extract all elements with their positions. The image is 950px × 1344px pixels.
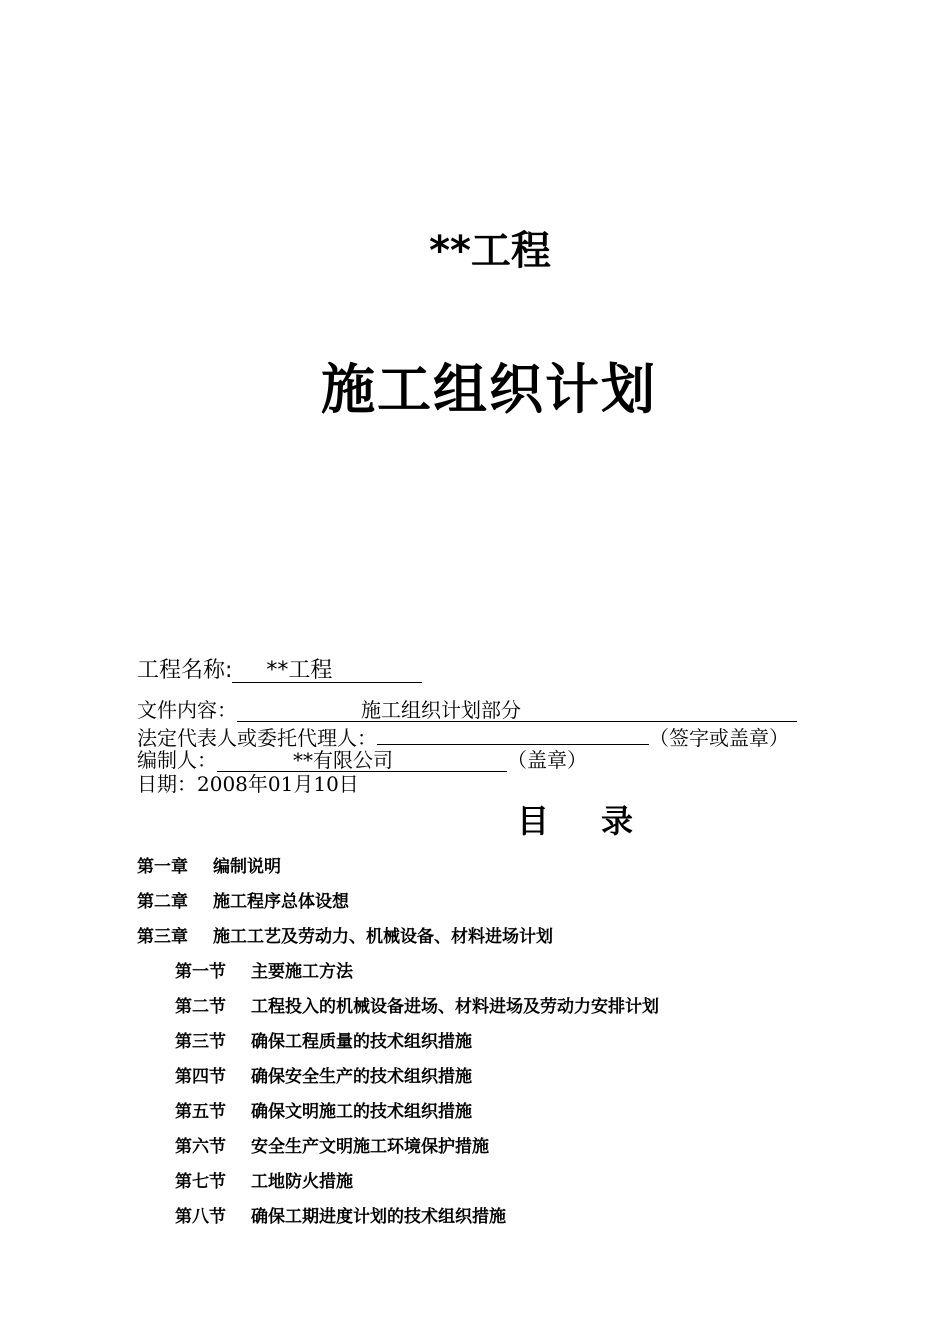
- toc-item-number: 第一节: [175, 962, 226, 982]
- toc-chapter-2[interactable]: [137, 887, 897, 922]
- toc-section-3[interactable]: [137, 1027, 897, 1062]
- content-label: 文件内容：: [137, 698, 237, 722]
- toc-item-text: 施工程序总体设想: [213, 892, 349, 912]
- toc-title-left: 目: [516, 802, 549, 840]
- toc-section-5[interactable]: [137, 1097, 897, 1132]
- project-name-value: **工程: [232, 660, 422, 683]
- toc-section-4[interactable]: [137, 1062, 897, 1097]
- toc-item-number: 第三节: [175, 1032, 226, 1052]
- date-value: 2008年01月10日: [197, 772, 359, 796]
- toc-section-1[interactable]: [137, 957, 897, 992]
- toc-item-text: 确保工期进度计划的技术组织措施: [251, 1207, 506, 1227]
- content-value: 施工组织计划部分: [237, 699, 797, 722]
- project-name-label: 工程名称:: [137, 658, 233, 683]
- toc-title-right: 录: [601, 802, 634, 840]
- representative-signature-blank: [377, 722, 649, 745]
- toc-item-text: 工地防火措施: [251, 1172, 353, 1192]
- toc-item-number: 第五节: [175, 1102, 226, 1122]
- editor-label: 编制人：: [137, 748, 217, 772]
- project-name-line: [137, 657, 422, 685]
- toc-item-text: 确保文明施工的技术组织措施: [251, 1102, 472, 1122]
- toc-section-2[interactable]: [137, 992, 897, 1027]
- editor-line: [137, 747, 587, 773]
- toc-item-number: 第二节: [175, 997, 226, 1017]
- toc-section-8[interactable]: [137, 1202, 897, 1237]
- representative-label: 法定代表人或委托代理人：: [137, 726, 377, 750]
- toc-chapter-3[interactable]: [137, 922, 897, 957]
- date-label: 日期：: [137, 772, 197, 796]
- toc-item-number: 第八节: [175, 1207, 226, 1227]
- toc-item-number: 第六节: [175, 1137, 226, 1157]
- toc-item-number: 第三章: [137, 927, 188, 947]
- toc-item-number: 第一章: [137, 857, 188, 877]
- project-title: **工程: [429, 228, 551, 274]
- toc-item-text: 主要施工方法: [251, 962, 353, 982]
- toc-item-number: 第二章: [137, 892, 188, 912]
- content-line: [137, 697, 797, 723]
- toc-section-7[interactable]: [137, 1167, 897, 1202]
- toc-item-text: 施工工艺及劳动力、机械设备、材料进场计划: [213, 927, 553, 947]
- editor-note: （盖章）: [507, 748, 587, 772]
- date-line: [137, 771, 359, 797]
- toc-item-text: 编制说明: [213, 857, 281, 877]
- toc-item-number: 第四节: [175, 1067, 226, 1087]
- toc-item-text: 工程投入的机械设备进场、材料进场及劳动力安排计划: [251, 997, 659, 1017]
- toc-list: [137, 852, 897, 1237]
- document-title: 施工组织计划: [321, 358, 657, 421]
- toc-item-text: 确保工程质量的技术组织措施: [251, 1032, 472, 1052]
- toc-title: [0, 800, 950, 842]
- toc-item-text: 安全生产文明施工环境保护措施: [251, 1137, 489, 1157]
- toc-chapter-1[interactable]: [137, 852, 897, 887]
- toc-item-text: 确保安全生产的技术组织措施: [251, 1067, 472, 1087]
- toc-section-6[interactable]: [137, 1132, 897, 1167]
- toc-item-number: 第七节: [175, 1172, 226, 1192]
- editor-value: **有限公司: [217, 749, 507, 772]
- representative-note: （签字或盖章）: [649, 726, 789, 750]
